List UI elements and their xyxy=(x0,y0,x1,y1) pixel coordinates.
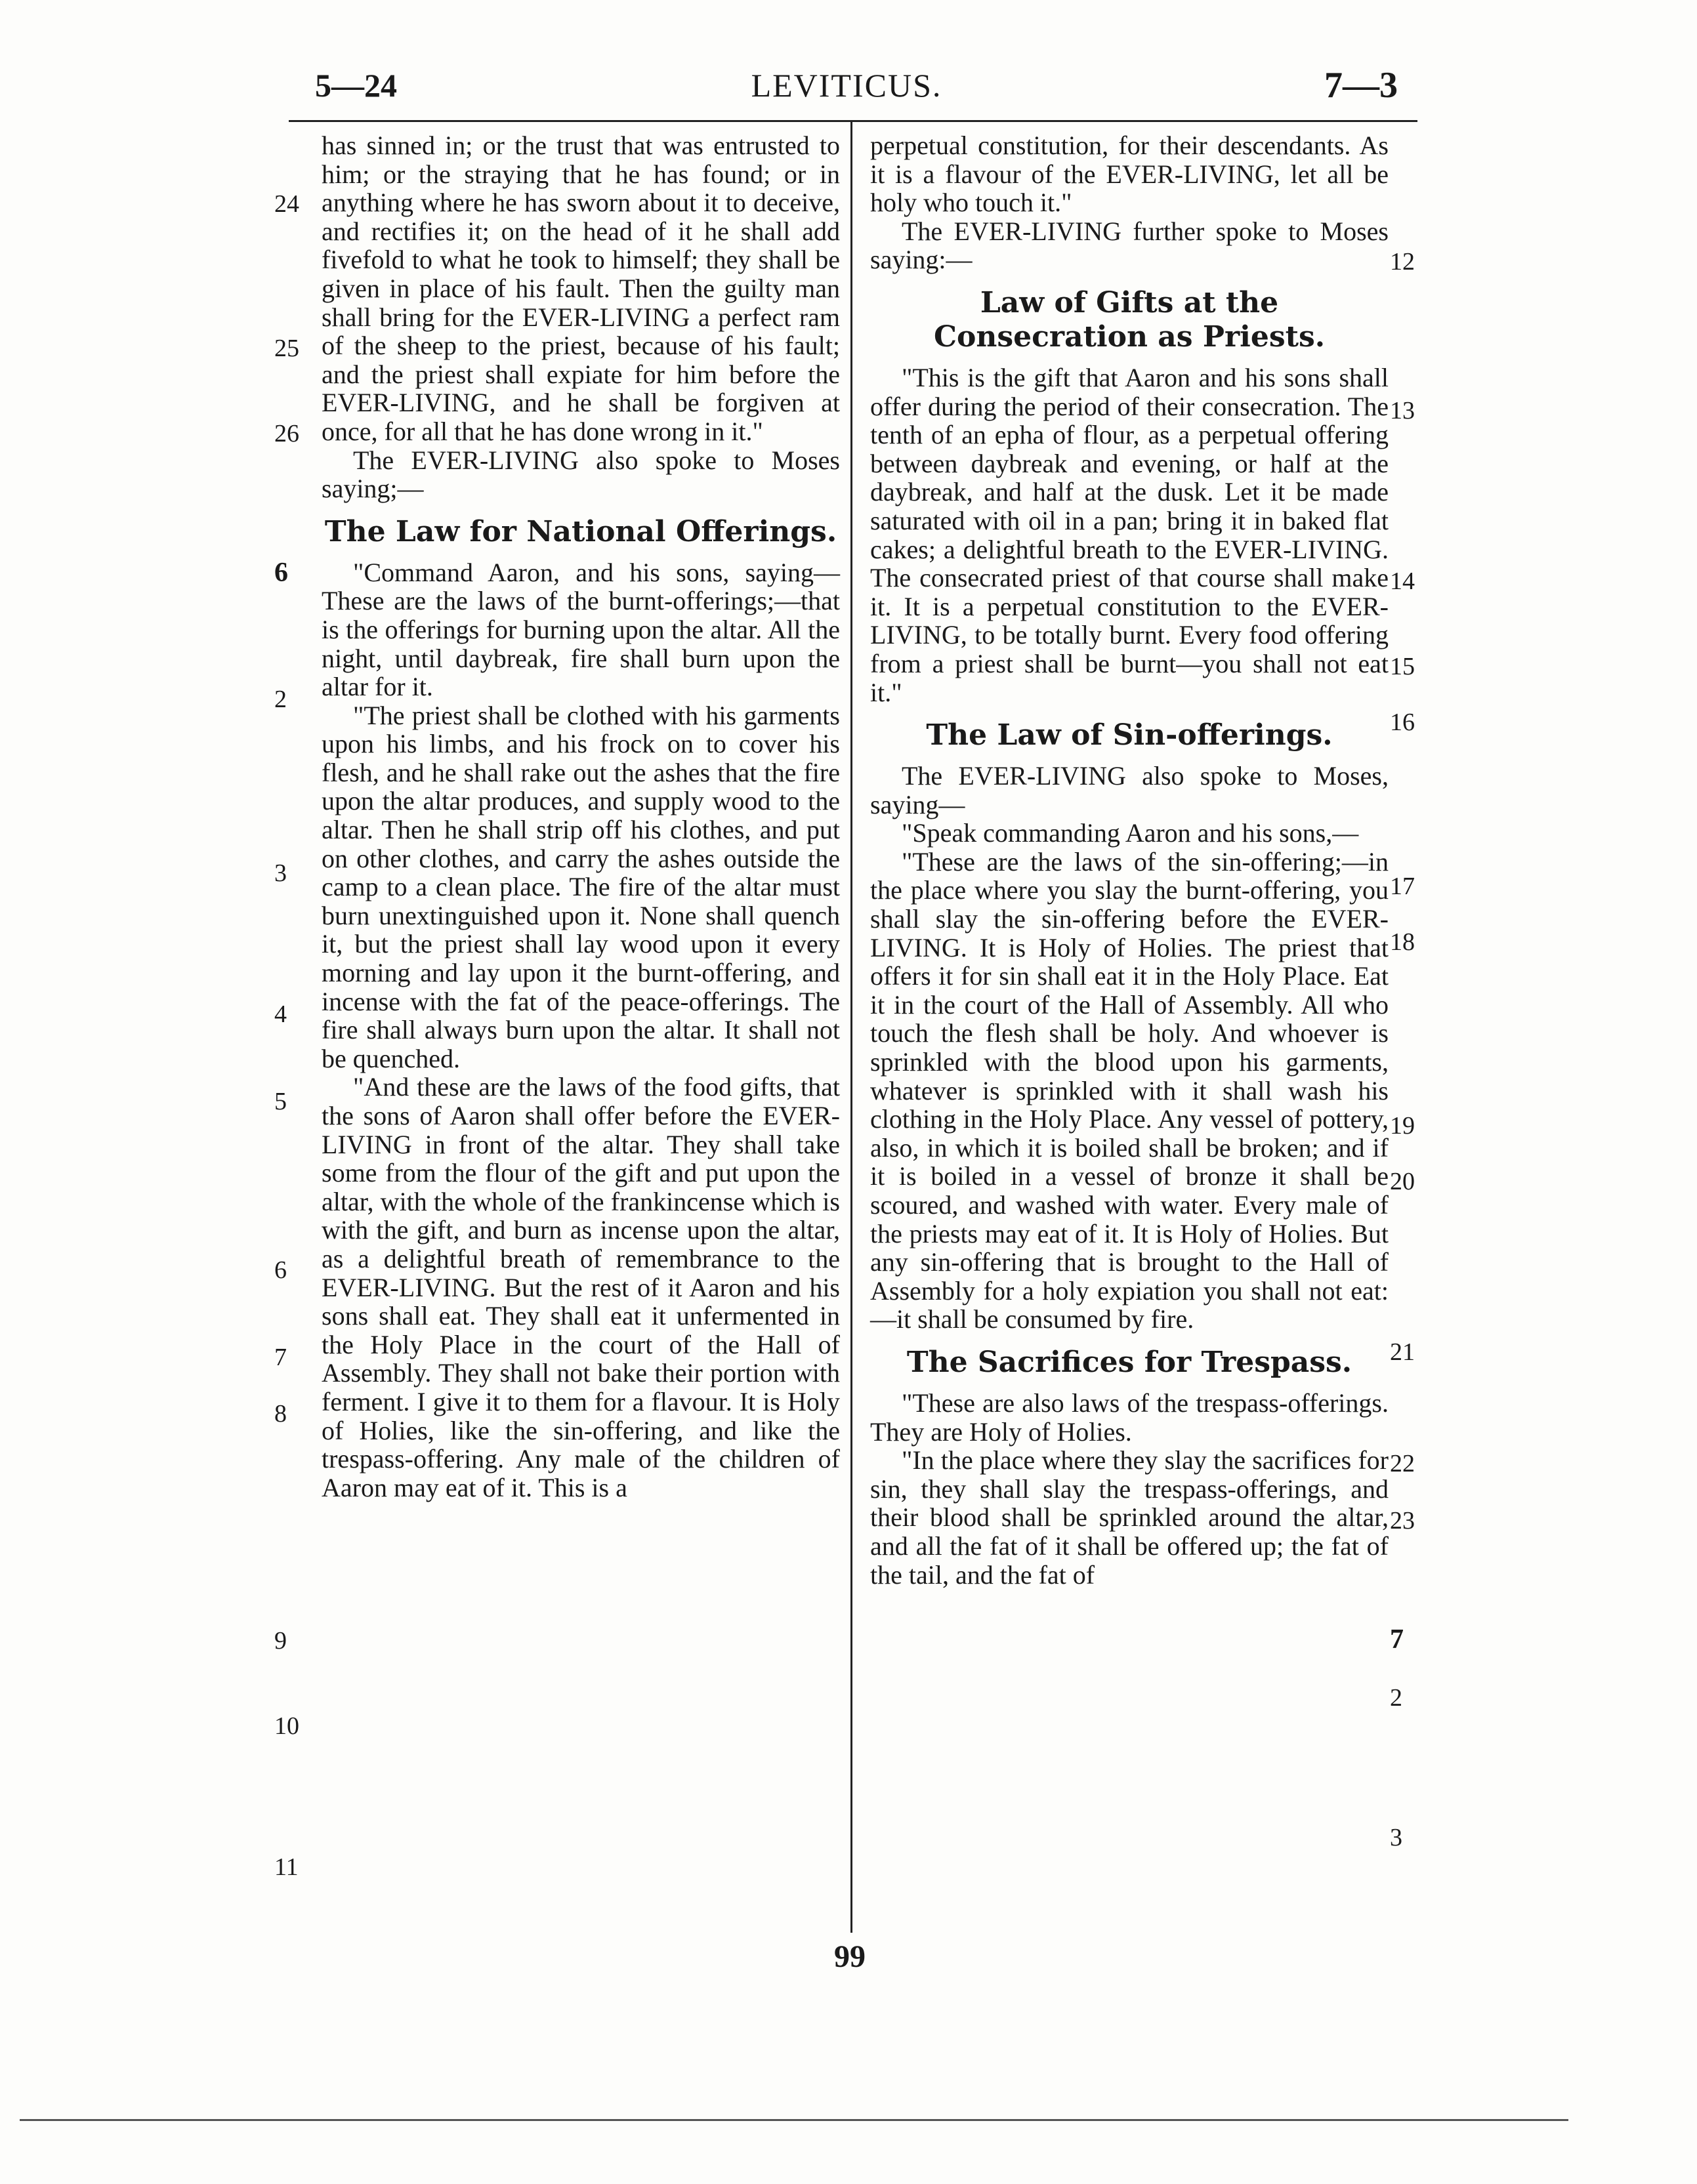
chapter-number: 6 xyxy=(274,558,288,588)
verse-number: 14 xyxy=(1390,567,1415,595)
verse-number: 26 xyxy=(274,420,299,447)
verse-number: 2 xyxy=(274,686,287,713)
right-paragraph-8: "In the place where they slay the sacrifices for sin, they shall slay the trespass-offerings, and their blood shall be sprinkled around the altar, and all the fat of it shall be offered up; the fat of the tail, and the fat of xyxy=(870,1445,1389,1590)
left-heading-national-offerings: The Law for National Offerings. xyxy=(324,514,837,548)
left-column xyxy=(322,131,840,1502)
right-column xyxy=(870,131,1389,1589)
header-left-reference: 5—24 xyxy=(315,67,397,104)
left-paragraph-2: The EVER-LIVING also spoke to Moses saying;— xyxy=(322,445,840,504)
right-heading-sin-offerings: The Law of Sin-offerings. xyxy=(926,718,1333,752)
verse-number: 25 xyxy=(274,335,299,362)
page-edge-rule xyxy=(20,2119,1568,2121)
verse-number: 5 xyxy=(274,1088,287,1115)
chapter-number: 7 xyxy=(1390,1624,1404,1655)
page-number: 99 xyxy=(834,1939,866,1974)
verse-number: 9 xyxy=(274,1627,287,1655)
verse-number: 3 xyxy=(1390,1824,1402,1851)
left-paragraph-5: "And these are the laws of the food gifts, that the sons of Aaron shall offer before the EVER-LIVING in front of the altar. They shall take some from the flour of the gift and put upon the altar, with the whole of the frankincense which is with the gift, and burn as incense upon the altar, as a delightful breath of remembrance to the EVER-LIVING. But the rest of it Aaron and his sons shall eat. They shall eat it unfermented in the Holy Place in the court of the Hall of Assembly. They shall not bake their portion with ferment. I give it to them for a flavour. It is Holy of Holies, like the sin-offering, and like the trespass-offering. Any male of the children of Aaron may eat of it. This is a xyxy=(322,1072,840,1502)
verse-number: 4 xyxy=(274,1000,287,1028)
verse-number: 10 xyxy=(274,1712,299,1740)
header-rule xyxy=(289,120,1417,122)
header-book-title: LEVITICUS. xyxy=(751,67,942,104)
verse-number: 24 xyxy=(274,190,299,218)
verse-number: 13 xyxy=(1390,397,1415,424)
verse-number: 16 xyxy=(1390,709,1415,736)
verse-number: 19 xyxy=(1390,1112,1415,1140)
right-paragraph-4: The EVER-LIVING also spoke to Moses, saying— xyxy=(870,761,1389,819)
right-paragraph-7: "These are also laws of the trespass-offerings. They are Holy of Holies. xyxy=(870,1388,1389,1447)
verse-number: 2 xyxy=(1390,1684,1402,1712)
verse-number: 7 xyxy=(274,1344,287,1371)
right-paragraph-3: "This is the gift that Aaron and his sons shall offer during the period of their consecration. The tenth of an epha of flour, as a perpetual offering between daybreak and evening, or half at the daybreak, and half at the dusk. Let it be made saturated with oil in a pan; bring it in baked flat cakes; a delightful breath to the EVER-LIVING. The consecrated priest of that course shall make it. It is a perpetual constitution to the EVER-LIVING, to be totally burnt. Every food offering from a priest shall be burnt—you shall not eat it." xyxy=(870,362,1389,707)
left-paragraph-1: has sinned in; or the trust that was entrusted to him; or the straying that he has found; or in anything where he has sworn about it to deceive, and rectifies it; on the head of it he shall add fivefold to what he took to himself; they shall be given in place of his fault. Then the guilty man shall bring for the EVER-LIVING a perfect ram of the sheep to the priest, because of his fault; and the priest shall expiate for him before the EVER-LIVING, and he shall be forgiven at once, for all that he has done wrong in it." xyxy=(322,131,840,446)
right-paragraph-5: "Speak commanding Aaron and his sons,— xyxy=(902,818,1359,848)
left-paragraph-3: "Command Aaron, and his sons, saying—These are the laws of the burnt-offerings;—that is the offerings for burning upon the altar. All the night, until daybreak, fire shall burn upon the altar for it. xyxy=(322,557,840,702)
header-right-reference: 7—3 xyxy=(1324,65,1398,106)
right-heading-trespass: The Sacrifices for Trespass. xyxy=(906,1345,1352,1379)
verse-number: 17 xyxy=(1390,873,1415,900)
right-paragraph-1: perpetual constitution, for their descendants. As it is a flavour of the EVER-LIVING, let all be holy who touch it." xyxy=(870,131,1389,218)
verse-number: 21 xyxy=(1390,1338,1415,1366)
verse-number: 22 xyxy=(1390,1450,1415,1477)
column-divider xyxy=(850,122,852,1933)
verse-number: 12 xyxy=(1390,248,1415,276)
verse-number: 20 xyxy=(1390,1168,1415,1195)
right-paragraph-2: The EVER-LIVING further spoke to Moses saying:— xyxy=(870,216,1389,275)
verse-number: 11 xyxy=(274,1853,299,1881)
right-heading-consecration: Law of Gifts at the Consecration as Priests. xyxy=(933,285,1326,354)
running-header xyxy=(289,52,1404,118)
verse-number: 15 xyxy=(1390,653,1415,680)
verse-number: 6 xyxy=(274,1256,287,1284)
verse-number: 3 xyxy=(274,859,287,887)
verse-number: 23 xyxy=(1390,1507,1415,1535)
right-paragraph-6: "These are the laws of the sin-offering;—in the place where you slay the burnt-offering, you shall slay the sin-offering before the EVER-LIVING. It is Holy of Holies. The priest that offers it for sin shall eat it in the Holy Place. Eat it in the court of the Hall of Assembly. All who touch the flesh shall be holy. And whoever is sprinkled with the blood upon his garments, whatever is sprinkled with it shall wash his clothing in the Holy Place. Any vessel of pottery, also, in which it is boiled shall be broken; and if it is boiled in a vessel of bronze it shall be scoured, and washed with water. Every male of the priests may eat of it. It is Holy of Holies. But any sin-offering that is brought to the Hall of Assembly for a holy expiation you shall not eat:—it shall be consumed by fire. xyxy=(870,846,1389,1334)
verse-number: 18 xyxy=(1390,928,1415,956)
verse-number: 8 xyxy=(274,1400,287,1428)
left-paragraph-4: "The priest shall be clothed with his garments upon his limbs, and his frock on to cover his flesh, and he shall rake out the ashes that the fire upon the altar produces, and supply wood to the altar. Then he shall strip off his clothes, and put on other clothes, and carry the ashes outside the camp to a clean place. The fire of the altar must burn unextinguished upon it. None shall quench it, but the priest shall lay wood upon it every morning and lay upon it the burnt-offering, and incense with the fat of the peace-offerings. The fire shall always burn upon the altar. It shall not be quenched. xyxy=(322,700,840,1073)
